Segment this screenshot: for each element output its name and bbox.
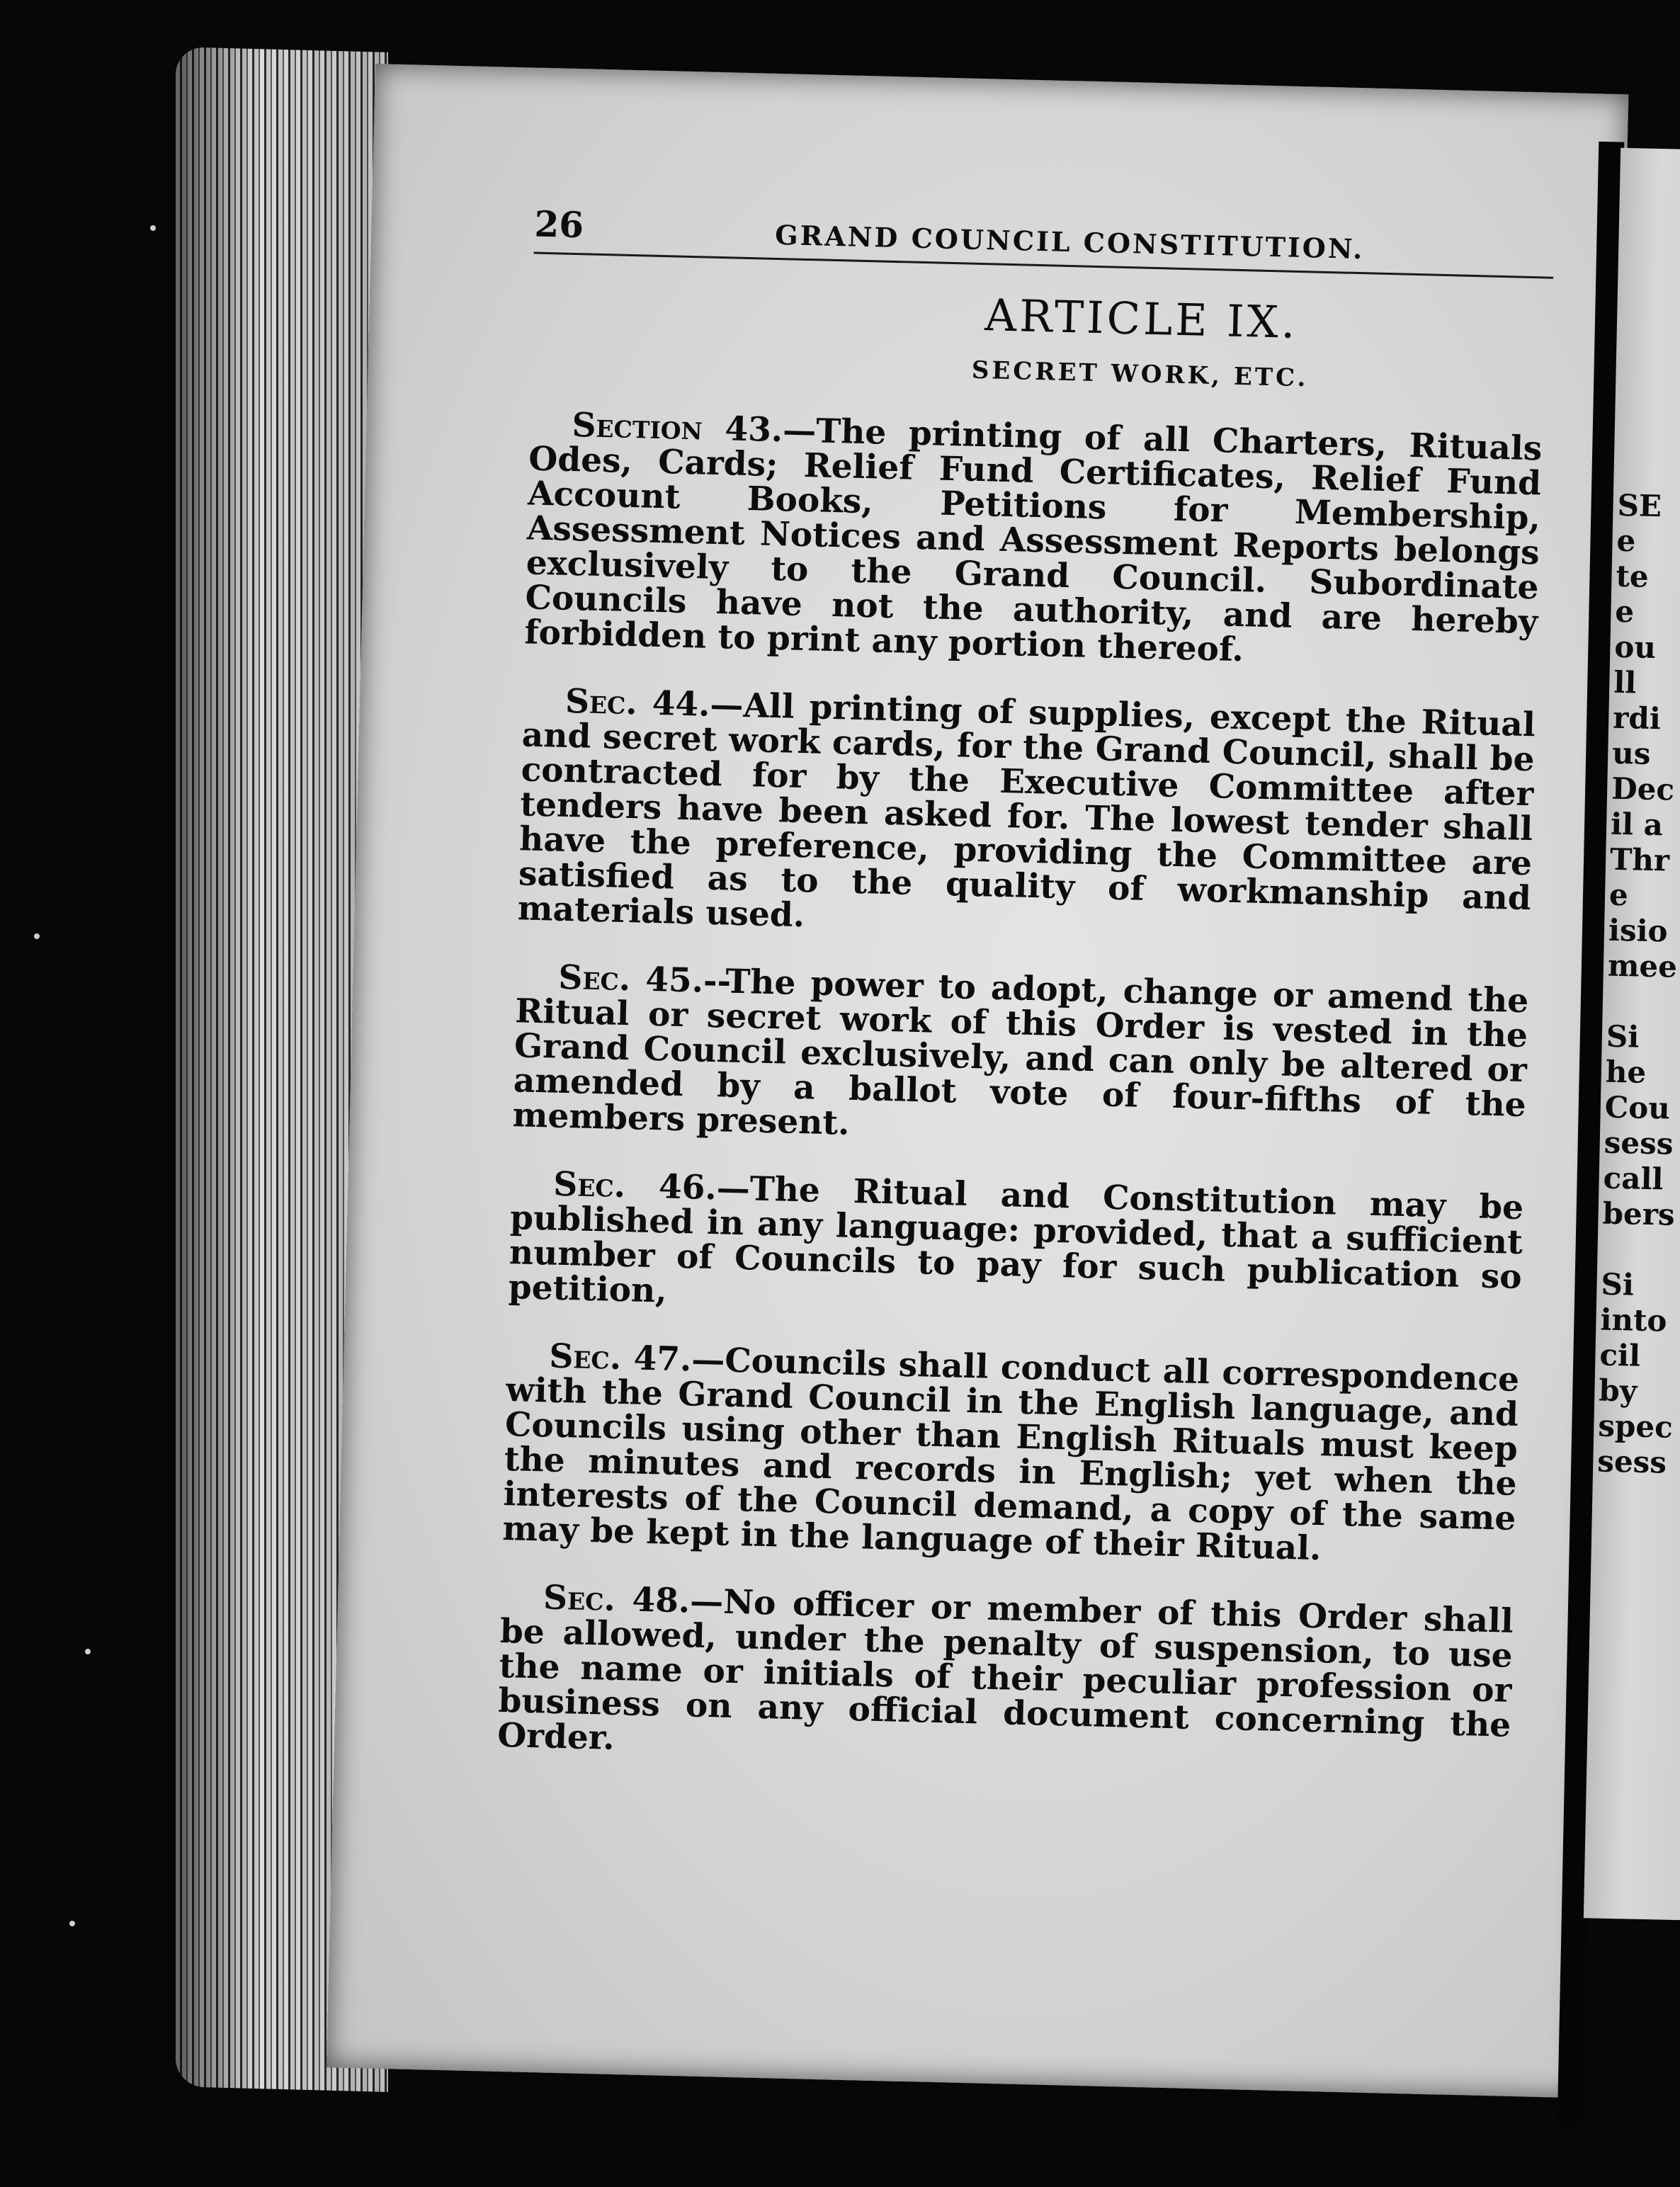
section-48 xyxy=(497,1579,1514,1778)
section-label: Sec. 45. xyxy=(557,958,704,1001)
scan-speck xyxy=(69,1921,75,1926)
section-45 xyxy=(512,959,1529,1157)
scan-speck xyxy=(85,1649,91,1654)
article-subtitle: SECRET WORK, ETC. xyxy=(971,356,1309,393)
scan-speck xyxy=(34,933,40,939)
running-title: GRAND COUNCIL CONSTITUTION. xyxy=(774,218,1365,266)
scan-speck xyxy=(150,225,156,231)
page-content xyxy=(496,203,1555,1804)
section-44 xyxy=(517,683,1536,950)
section-label: Sec. 48. xyxy=(543,1578,691,1621)
article-title: ARTICLE IX. xyxy=(984,289,1299,348)
section-text: —Councils shall conduct all correspondence with the Grand Council in the English language, and Councils using other than English Rituals must keep the minutes and records in English; yet when the interests of the Council demand, a copy of the same may be kept in the language of their Ritual. xyxy=(501,1340,1520,1569)
running-header xyxy=(534,203,1555,279)
section-46 xyxy=(508,1166,1523,1329)
section-text: —The printing of all Charters, Rituals Odes, Cards; Relief Fund Certificates, Relief Fund Account Books, Petitions for Membership, Assessment Notices and Assessment Reports belongs exclusively to the Grand Council. Subordinate Councils have not the authority, and are hereby forbidden to print any portion thereof. xyxy=(523,411,1543,670)
section-text: --The power to adopt, change or amend the Ritual or secret work of this Order is vested in the Grand Council exclusively, and can only be altered or amended by a ballot vote of four-fifths of the members present. xyxy=(512,961,1529,1143)
section-text: —No officer or member of this Order shall be allowed, under the penalty of suspension, to use the name or initials of their peculiar profession or business on any official document concerning the Order. xyxy=(496,1581,1514,1758)
section-label: Sec. 47. xyxy=(548,1336,693,1380)
section-label: Sec. 46. xyxy=(552,1164,717,1208)
section-label: Sec. 44. xyxy=(564,681,711,725)
book-page xyxy=(327,64,1629,2098)
section-text: —All printing of supplies, except the Ritual and secret work cards, for the Grand Council, shall be contracted for by the Executive Committee after tenders have been asked for. The lowest tender shall have the preference, providing the Committee are satisfied as to the quality of workmanship and materials used. xyxy=(517,685,1536,936)
section-43 xyxy=(524,407,1543,674)
section-47 xyxy=(502,1338,1520,1571)
sections xyxy=(497,407,1550,1778)
facing-page-text-fragments: SE e te e ou ll rdi us Dec il a Thr e isio mee Si he Cou sess call bers Si into cil by spec sess xyxy=(1596,487,1678,1480)
page-number: 26 xyxy=(533,203,584,246)
section-label: Section 43. xyxy=(571,405,783,450)
section-text: —The Ritual and Constitution may be published in any language: provided, that a sufficient number of Councils to pay for such publication so petition, xyxy=(508,1169,1524,1311)
